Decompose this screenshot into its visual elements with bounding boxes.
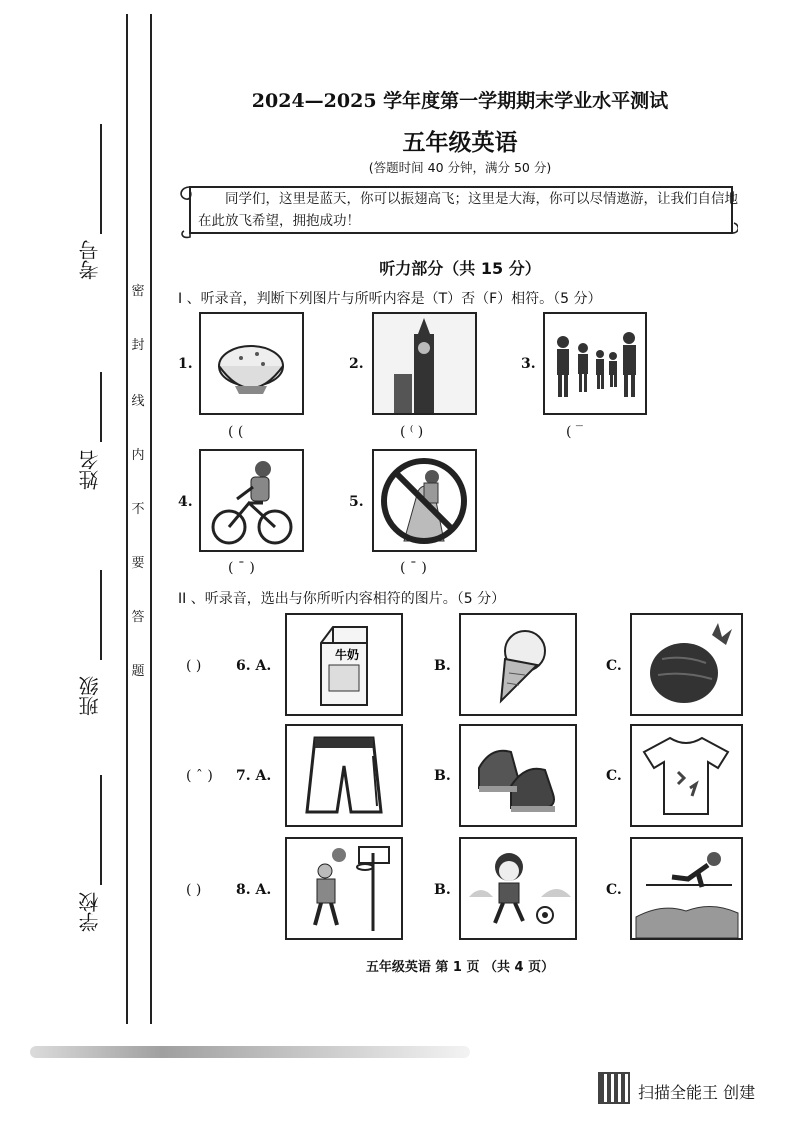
answer-blank[interactable]: ( ( [228,424,244,440]
item-number: 4. [178,494,193,510]
answer-blank[interactable]: ( ) [186,882,202,898]
boy-cycling-icon [201,451,302,550]
seal-char: 线 [131,394,145,409]
motto-text: 同学们，这里是蓝天，你可以振翅高飞；这里是大海，你可以尽情遨游，让我们自信地在此放飞希望，拥抱成功！ [198,191,738,229]
seal-char: 密 [131,284,145,299]
seal-char: 要 [131,556,145,571]
question-label: 7. A. [236,768,272,784]
part1-instruction: I 、听录音，判断下列图片与所听内容是（T）否（F）相符。（5 分） [178,291,602,307]
listening-heading: 听力部分（共 15 分） [379,259,541,278]
rice-bowl-icon [201,314,302,413]
high-jump-icon [632,839,741,938]
answer-blank[interactable]: ( ˆ ) [186,768,213,784]
option-b-picture[interactable] [459,613,577,716]
class-blank [100,570,102,660]
milk-carton-icon [287,615,401,714]
class-label: 班级 [78,676,102,716]
shorts-icon [287,726,401,825]
id-number-blank [100,124,102,234]
item-picture [372,312,477,415]
option-b-letter: B. [434,658,451,674]
milk-caption: 牛奶 [335,648,360,662]
basketball-icon [287,839,401,938]
option-a-picture[interactable] [285,837,403,940]
item-picture [543,312,647,415]
scan-smudge [30,1046,470,1058]
item-number: 2. [349,356,364,372]
option-c-letter: C. [606,658,622,674]
exam-title: 2024—2025 学年度第一学期期末学业水平测试 [251,90,669,112]
school-blank [100,775,102,885]
answer-blank[interactable]: ( ˉ ) [400,560,427,576]
binding-line-outer [126,14,128,1024]
exam-subtitle: 五年级英语 [402,129,518,156]
item-number: 5. [349,494,364,510]
seal-char: 封 [131,338,145,353]
t-shirt-icon [632,726,741,825]
answer-blank[interactable]: ( ) [186,658,202,674]
seal-char: 答 [131,610,145,625]
shoes-icon [461,726,575,825]
answer-blank[interactable]: ( ⁽ ) [400,424,424,440]
seal-char: 题 [131,664,145,679]
family-walking-icon [545,314,645,413]
answer-blank[interactable]: ( ‾ [566,424,583,440]
school-label: 学校 [78,892,102,932]
question-label: 8. A. [236,882,272,898]
name-blank [100,372,102,442]
football-icon [461,839,575,938]
item-number: 1. [178,356,193,372]
option-c-picture[interactable] [630,613,743,716]
option-c-letter: C. [606,768,622,784]
option-c-letter: C. [606,882,622,898]
item-picture [372,449,477,552]
part2-instruction: II 、听录音，选出与你所听内容相符的图片。（5 分） [178,591,506,607]
watermelon-icon [632,615,741,714]
item-picture [199,312,304,415]
option-b-letter: B. [434,768,451,784]
page-footer: 五年级英语 第 1 页 （共 4 页） [365,960,555,975]
option-c-picture[interactable] [630,837,743,940]
name-label: 姓名 [78,450,102,490]
no-climbing-sign-icon [374,451,475,550]
option-a-picture[interactable] [285,724,403,827]
answer-blank[interactable]: ( ˉ ) [228,560,255,576]
option-b-letter: B. [434,882,451,898]
option-a-picture[interactable] [285,613,403,716]
ice-cream-icon [461,615,575,714]
option-c-picture[interactable] [630,724,743,827]
question-label: 6. A. [236,658,272,674]
option-b-picture[interactable] [459,724,577,827]
exam-time-note: (答题时间 40 分钟，满分 50 分) [368,160,552,175]
big-ben-icon [374,314,475,413]
scanner-watermark: 扫描全能王 创建 [638,1083,756,1102]
seal-char: 不 [131,502,145,517]
seal-char: 内 [131,448,145,463]
id-number-label: 考号 [78,240,102,280]
item-picture [199,449,304,552]
option-b-picture[interactable] [459,837,577,940]
binding-line-inner [150,14,152,1024]
item-number: 3. [521,356,536,372]
qr-code-icon [598,1072,630,1104]
